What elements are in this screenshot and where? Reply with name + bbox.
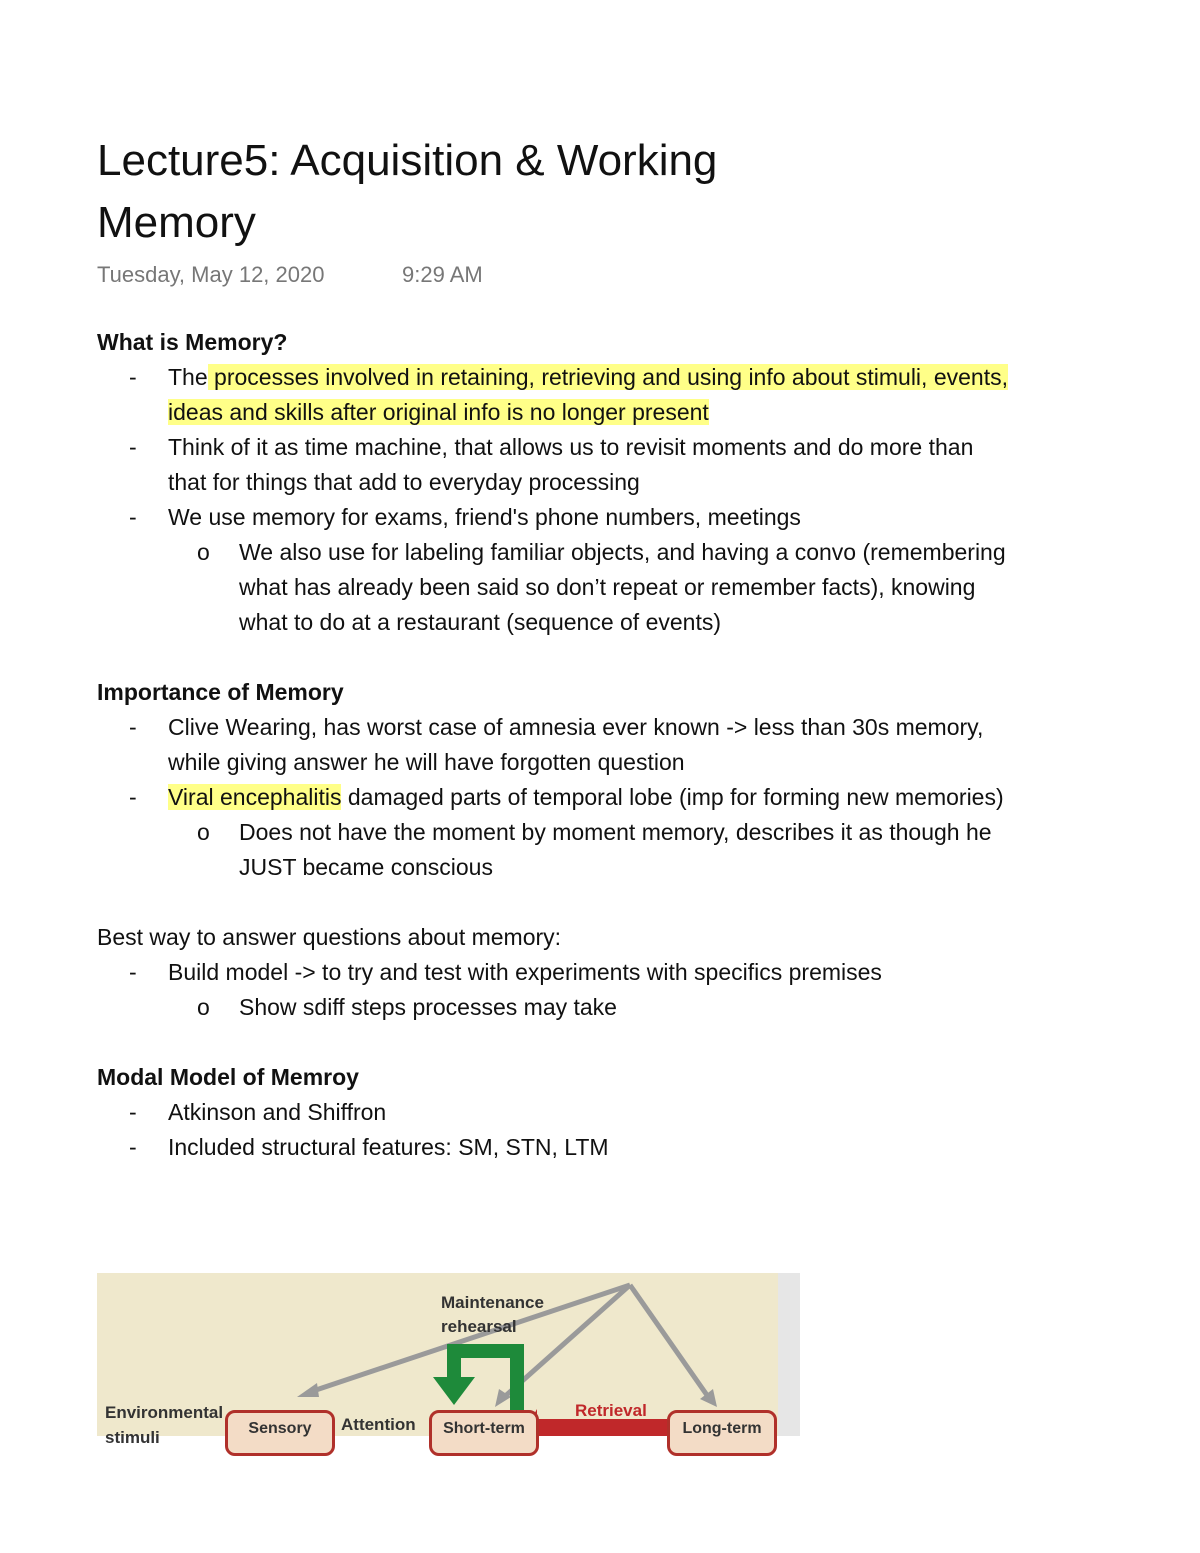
label-attention: Attention (341, 1415, 416, 1434)
box-short-term-label: Short-term (443, 1420, 525, 1437)
note-date: Tuesday, May 12, 2020 (97, 262, 325, 287)
label-stimuli: stimuli (105, 1428, 160, 1447)
list-item (97, 780, 1017, 815)
dash-bullet: - (129, 434, 137, 460)
section-heading-modal-model: Modal Model of Memroy (97, 1064, 359, 1090)
list-item (97, 535, 1017, 640)
list-item (97, 990, 1017, 1025)
bullet-text: Does not have the moment by moment memory, describes it as though he JUST became conscious (239, 819, 992, 880)
note-dateline (97, 262, 483, 288)
dash-bullet: - (129, 504, 137, 530)
note-body (97, 325, 1017, 1165)
bullet-text: Build model -> to try and test with experiments with specifics premises (168, 959, 882, 985)
dash-bullet: - (129, 1099, 137, 1125)
dash-bullet: - (129, 959, 137, 985)
dash-bullet: - (129, 784, 137, 810)
figure-edge-strip (778, 1273, 800, 1436)
list-item (97, 430, 1017, 500)
list-item (97, 710, 1017, 780)
arrowhead-sensory (297, 1383, 319, 1397)
list-item (97, 500, 1017, 535)
section-intro-best-way: Best way to answer questions about memory: (97, 924, 562, 950)
bullet-list (97, 1095, 1017, 1165)
bullet-text: Atkinson and Shiffron (168, 1099, 387, 1125)
gray-arrow-to-long-term (630, 1285, 709, 1398)
list-item (97, 955, 1017, 990)
highlighted-text: processes involved in retaining, retrieving and using info about stimuli, events, ideas and skills after original info is no longer present (168, 364, 1008, 425)
note-time: 9:29 AM (402, 262, 483, 287)
bullet-text: Included structural features: SM, STN, LTM (168, 1134, 609, 1160)
box-sensory (225, 1410, 335, 1456)
bullet-list (97, 955, 1017, 990)
list-item (97, 1095, 1017, 1130)
sub-bullet-list (97, 815, 1017, 885)
section-heading-importance: Importance of Memory (97, 679, 344, 705)
sub-bullet-list (97, 535, 1017, 640)
label-environmental: Environmental (105, 1403, 224, 1422)
bullet-text: damaged parts of temporal lobe (imp for forming new memories) (347, 784, 1004, 810)
bullet-text: Think of it as time machine, that allows us to revisit moments and do more than that for things that add to everyday processing (168, 434, 974, 495)
circle-bullet: o (197, 994, 210, 1020)
bullet-text: We use memory for exams, friend's phone numbers, meetings (168, 504, 801, 530)
label-rehearsal: rehearsal (441, 1317, 517, 1336)
bullet-text: Clive Wearing, has worst case of amnesia ever known -> less than 30s memory, while giving answer he will have forgotten question (168, 714, 984, 775)
bullet-text: We also use for labeling familiar objects, and having a convo (remembering what has already been said so don’t repeat or remember facts), knowing what to do at a restaurant (sequence of events) (239, 539, 1006, 635)
maintenance-loop-arrow (433, 1351, 517, 1413)
section-heading-what-is-memory: What is Memory? (97, 329, 288, 355)
modal-model-diagram (97, 1273, 800, 1447)
box-long-term (667, 1410, 777, 1456)
bullet-list (97, 710, 1017, 815)
list-item (97, 815, 1017, 885)
bullet-text: The (168, 364, 208, 390)
box-long-term-label: Long-term (682, 1420, 762, 1437)
spacer (97, 640, 1017, 675)
circle-bullet: o (197, 539, 210, 565)
circle-bullet: o (197, 819, 210, 845)
highlighted-text: Viral encephalitis (168, 784, 342, 810)
dash-bullet: - (129, 714, 137, 740)
label-maintenance: Maintenance (441, 1293, 544, 1312)
sub-bullet-list (97, 990, 1017, 1025)
page-title: Lecture5: Acquisition & Working Memory (97, 136, 718, 247)
box-sensory-label: Sensory (248, 1420, 312, 1437)
list-item (97, 1130, 1017, 1165)
spacer (97, 1025, 1017, 1060)
box-short-term (429, 1410, 539, 1456)
dash-bullet: - (129, 1134, 137, 1160)
bullet-text: Show sdiff steps processes may take (239, 994, 617, 1020)
dash-bullet: - (129, 364, 137, 390)
spacer (97, 885, 1017, 920)
label-retrieval: Retrieval (575, 1401, 647, 1420)
list-item (97, 360, 1017, 430)
bullet-list (97, 360, 1017, 535)
